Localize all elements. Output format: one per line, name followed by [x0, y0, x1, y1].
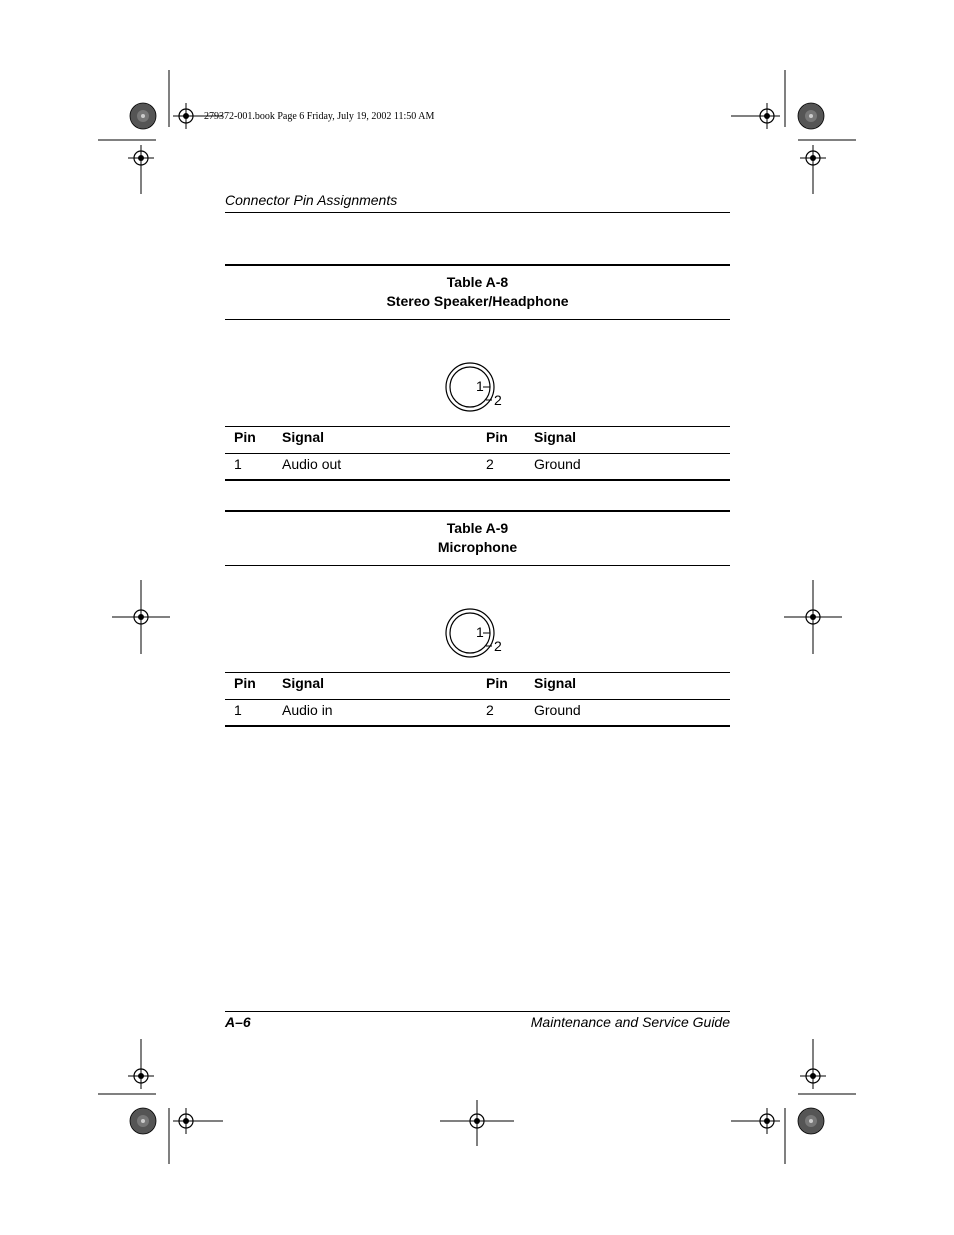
- table-top-rule: [225, 510, 730, 512]
- page-number: A–6: [225, 1014, 251, 1030]
- column-header-signal: Signal: [282, 429, 325, 445]
- cell-pin: 1: [234, 702, 242, 718]
- table-title: Microphone: [437, 539, 518, 555]
- pin-label-2: 2: [494, 392, 502, 408]
- cell-signal: Ground: [534, 702, 581, 718]
- column-header-signal: Signal: [534, 429, 577, 445]
- cell-pin: 2: [486, 456, 494, 472]
- header-top-rule: [225, 672, 730, 673]
- cell-signal: Ground: [534, 456, 581, 472]
- cell-signal: Audio in: [282, 702, 333, 718]
- table-bottom-rule: [225, 725, 730, 727]
- table-caption: [225, 519, 730, 557]
- cell-pin: 2: [486, 702, 494, 718]
- cell-pin: 1: [234, 456, 242, 472]
- column-header-signal: Signal: [534, 675, 577, 691]
- pin-label-2: 2: [494, 638, 502, 654]
- table-number: Table A-9: [446, 520, 509, 536]
- registration-star-icon: [130, 103, 156, 129]
- guide-title: Maintenance and Service Guide: [530, 1014, 730, 1030]
- column-header-pin: Pin: [234, 675, 256, 691]
- table-bottom-rule: [225, 479, 730, 481]
- registration-star-icon: [798, 1108, 824, 1134]
- column-header-pin: Pin: [486, 675, 508, 691]
- table-title: Stereo Speaker/Headphone: [386, 293, 569, 309]
- caption-rule: [225, 565, 730, 566]
- running-head: Connector Pin Assignments: [225, 192, 398, 208]
- registration-star-icon: [130, 1108, 156, 1134]
- column-header-pin: Pin: [234, 429, 256, 445]
- footer-rule: [225, 1011, 730, 1012]
- column-header-pin: Pin: [486, 429, 508, 445]
- header-top-rule: [225, 426, 730, 427]
- column-header-signal: Signal: [282, 675, 325, 691]
- caption-rule: [225, 319, 730, 320]
- print-slug: 279372-001.book Page 6 Friday, July 19, 2002 11:50 AM: [204, 111, 435, 122]
- table-number: Table A-8: [446, 274, 509, 290]
- pin-label-1: 1: [476, 378, 484, 394]
- cell-signal: Audio out: [282, 456, 342, 472]
- header-bottom-rule: [225, 699, 730, 700]
- header-rule: [225, 212, 730, 213]
- pin-label-1: 1: [476, 624, 484, 640]
- registration-star-icon: [798, 103, 824, 129]
- header-bottom-rule: [225, 453, 730, 454]
- table-top-rule: [225, 264, 730, 266]
- table-caption: [225, 273, 730, 311]
